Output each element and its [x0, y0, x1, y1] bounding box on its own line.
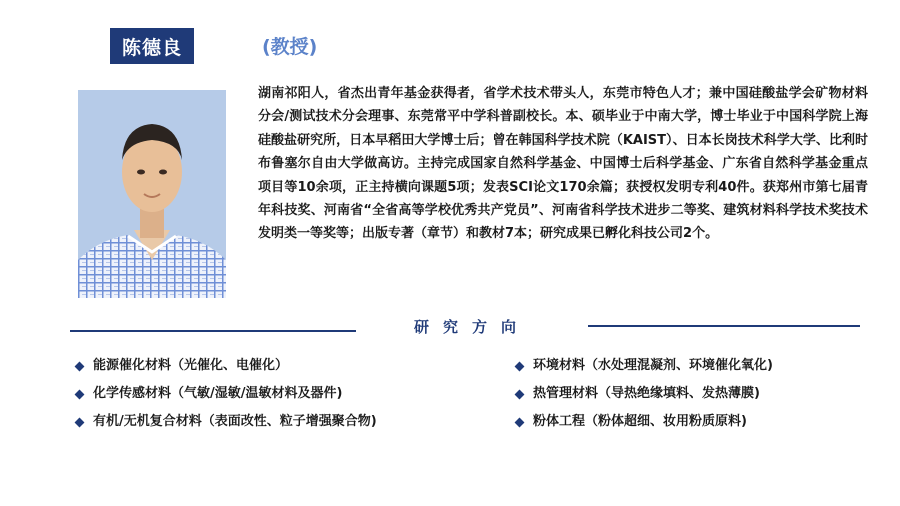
research-list-right: [516, 352, 773, 436]
research-heading: 研究方向: [413, 318, 530, 336]
divider-left: [70, 330, 356, 332]
diamond-bullet-icon: [515, 417, 525, 427]
list-item: 粉体工程（粉体超细、妆用粉质原料): [516, 408, 773, 436]
list-item: 热管理材料（导热绝缘填料、发热薄膜): [516, 380, 773, 408]
diamond-bullet-icon: [75, 417, 85, 427]
diamond-bullet-icon: [515, 361, 525, 371]
academic-title: (教授): [262, 36, 318, 58]
list-item: 能源催化材料（光催化、电催化）: [76, 352, 377, 380]
diamond-bullet-icon: [75, 361, 85, 371]
name-badge: [110, 28, 194, 64]
biography-text: 湖南祁阳人，省杰出青年基金获得者，省学术技术带头人，东莞市特色人才；兼中国硅酸盐学会矿物材料分会/测试技术分会理事、东莞常平中学科普副校长。本、硕毕业于中南大学，博士毕业于中国科学院上海硅酸盐研究所，日本早稻田大学博士后；曾在韩国科学技术院（KAIST）、日本长岗技术科学大学、比利时布鲁塞尔自由大学做高访。主持完成国家自然科学基金、中国博士后科学基金、广东省自然科学基金重点项目等10余项，正主持横向课题5项；发表SCI论文170余篇；获授权发明专利40件。获郑州市第七届青年科技奖、河南省“全省高等学校优秀共产党员”、河南省科学技术进步二等奖、建筑材料科学技术奖技术发明类一等奖等；出版专著（章节）和教材7本；研究成果已孵化科技公司2个。: [258, 86, 868, 242]
divider-right: [588, 325, 860, 327]
diamond-bullet-icon: [75, 389, 85, 399]
person-name: 陈德良: [121, 36, 182, 59]
research-list-left: [76, 352, 377, 436]
portrait-icon: [78, 90, 226, 298]
list-item: 有机/无机复合材料（表面改性、粒子增强聚合物): [76, 408, 377, 436]
diamond-bullet-icon: [515, 389, 525, 399]
list-item: 化学传感材料（气敏/湿敏/温敏材料及器件): [76, 380, 377, 408]
list-item: 环境材料（水处理混凝剂、环境催化氧化): [516, 352, 773, 380]
portrait-photo: [78, 90, 226, 298]
